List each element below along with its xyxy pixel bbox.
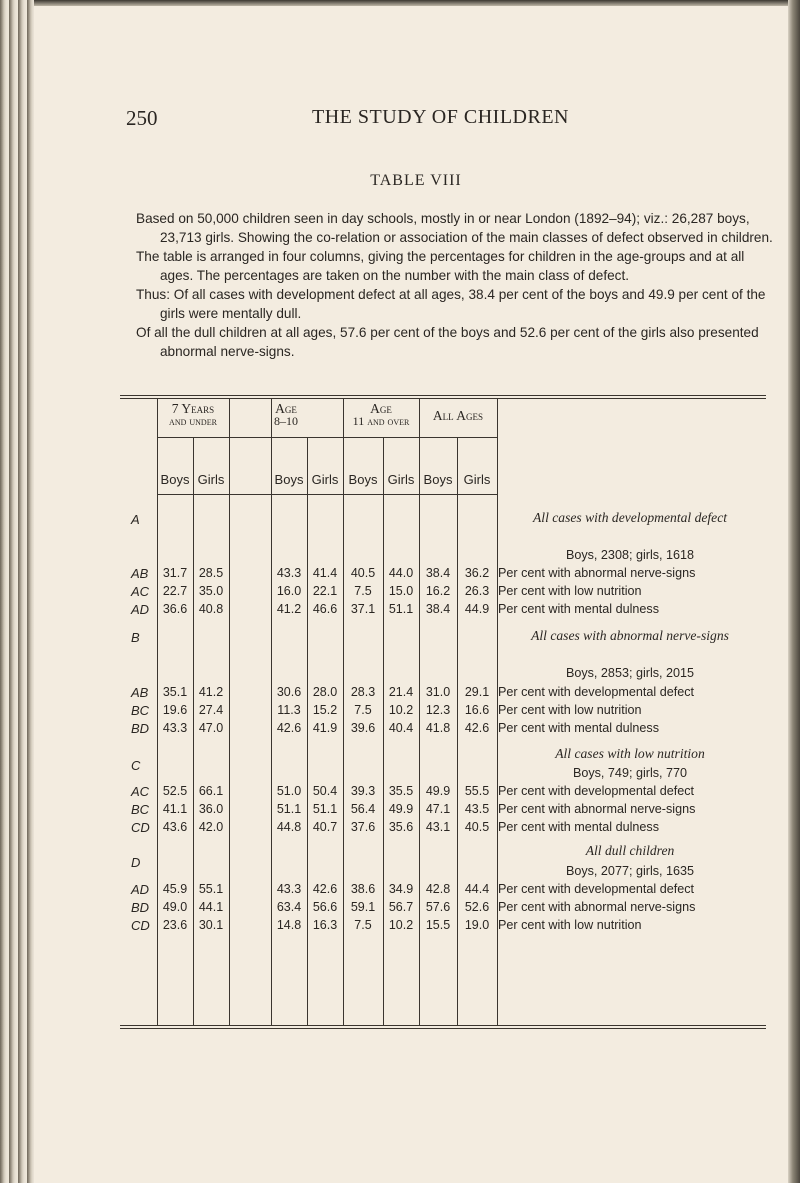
table-title: TABLE VIII [370,172,462,189]
value-cell: 14.8 [276,918,302,932]
value-cell: 49.9 [388,802,414,816]
section-counts: Boys, 2077; girls, 1635 [565,864,695,878]
section-title: All cases with low nutrition [555,746,705,761]
value-cell: 35.5 [388,784,414,798]
group-header-line2: and under [169,414,217,428]
value-cell: 19.6 [162,703,188,717]
value-cell: 57.6 [425,900,451,914]
value-cell: 43.6 [162,820,188,834]
group-header-line1: Age [370,401,392,416]
row-description: Per cent with abnormal nerve-signs [498,566,696,580]
value-cell: 28.3 [350,685,376,699]
row-description: Per cent with abnormal nerve-signs [498,900,696,914]
value-cell: 16.3 [312,918,338,932]
page-number: 250 [126,106,158,130]
value-cell: 66.1 [198,784,224,798]
value-cell: 56.7 [388,900,414,914]
value-cell: 44.0 [388,566,414,580]
value-cell: 21.4 [388,685,414,699]
value-cell: 42.6 [312,882,338,896]
group-header-11-over [343,402,419,428]
value-cell: 42.6 [276,721,302,735]
value-cell: 50.4 [312,784,338,798]
page-top-edge [0,0,800,6]
value-cell: 47.1 [425,802,451,816]
table-intro [136,209,776,361]
section-title: All cases with developmental defect [532,510,728,525]
value-cell: 35.6 [388,820,414,834]
row-description: Per cent with developmental defect [498,882,695,896]
value-cell: 38.4 [425,602,451,616]
value-cell: 51.0 [276,784,302,798]
value-cell: 31.7 [162,566,188,580]
value-cell: 51.1 [312,802,338,816]
value-cell: 41.1 [162,802,188,816]
value-cell: 15.0 [388,584,414,598]
value-cell: 10.2 [388,703,414,717]
value-cell: 38.4 [425,566,451,580]
sub-header-girls: Girls [387,472,415,487]
value-cell: 37.1 [350,602,376,616]
value-cell: 43.5 [464,802,490,816]
sub-header-rule [157,494,497,495]
value-cell: 43.3 [276,566,302,580]
value-cell: 59.1 [350,900,376,914]
value-cell: 22.1 [312,584,338,598]
row-description: Per cent with mental dulness [498,721,660,735]
sub-header-boys: Boys [160,472,190,487]
section-counts: Boys, 749; girls, 770 [572,766,688,780]
value-cell: 43.1 [425,820,451,834]
value-cell: 55.1 [198,882,224,896]
value-cell: 19.0 [464,918,490,932]
value-cell: 51.1 [388,602,414,616]
value-cell: 63.4 [276,900,302,914]
value-cell: 7.5 [354,584,372,598]
value-cell: 15.5 [425,918,451,932]
value-cell: 28.5 [198,566,224,580]
value-cell: 52.5 [162,784,188,798]
value-cell: 56.4 [350,802,376,816]
row-description: Per cent with mental dulness [498,602,660,616]
value-cell: 7.5 [354,703,372,717]
value-cell: 41.2 [198,685,224,699]
value-cell: 11.3 [277,703,301,717]
table-bottom-rule [120,1028,766,1029]
value-cell: 46.6 [312,602,338,616]
value-cell: 40.8 [198,602,224,616]
sub-header-girls: Girls [311,472,339,487]
row-label: BC [131,703,150,718]
group-header-7-under [157,402,229,428]
table-top-rule [120,395,766,396]
value-cell: 45.9 [162,882,188,896]
value-cell: 41.9 [312,721,338,735]
group-header-line1: All Ages [432,408,484,423]
value-cell: 55.5 [464,784,490,798]
value-cell: 47.0 [198,721,224,735]
value-cell: 10.2 [388,918,414,932]
group-header-line2: 8–10 [274,414,298,428]
row-label: AC [131,784,150,799]
value-cell: 44.9 [464,602,490,616]
value-cell: 38.6 [350,882,376,896]
value-cell: 36.2 [464,566,490,580]
group-header-rule [157,437,497,438]
value-cell: 40.5 [464,820,490,834]
section-label: B [131,630,140,645]
value-cell: 43.3 [276,882,302,896]
value-cell: 30.6 [276,685,302,699]
row-label: AC [131,584,150,599]
section-label: D [131,855,141,870]
sub-header-boys: Boys [423,472,453,487]
section-title: All dull children [585,843,675,858]
running-title: THE STUDY OF CHILDREN [312,106,569,128]
value-cell: 52.6 [464,900,490,914]
value-cell: 16.6 [464,703,490,717]
intro-paragraph: Based on 50,000 children seen in day schools, mostly in or near London (1892–94); viz.: 26,287 boys, 23,713 girls. Showing the co-relation or association of the main classes of defect observed in children. [136,211,773,245]
value-cell: 29.1 [464,685,490,699]
table-bottom-rule [120,1025,766,1026]
value-cell: 41.8 [425,721,451,735]
value-cell: 44.8 [276,820,302,834]
row-description: Per cent with mental dulness [498,820,660,834]
value-cell: 30.1 [198,918,224,932]
section-counts: Boys, 2853; girls, 2015 [565,666,695,680]
group-header-line1: 7 Years [171,401,215,416]
value-cell: 40.7 [312,820,338,834]
value-cell: 35.1 [162,685,188,699]
row-label: CD [131,820,150,835]
row-label: AB [131,566,149,581]
row-description: Per cent with developmental defect [498,685,695,699]
value-cell: 7.5 [354,918,372,932]
intro-paragraph: The table is arranged in four columns, giving the percentages for children in the age-groups and at all ages. The percentages are taken on the number with the main class of defect. [136,249,745,283]
group-header-line1: Age [275,401,297,416]
value-cell: 42.8 [425,882,451,896]
value-cell: 28.0 [312,685,338,699]
value-cell: 44.1 [198,900,224,914]
row-label: AD [131,602,150,617]
row-description: Per cent with low nutrition [498,584,642,598]
row-description: Per cent with abnormal nerve-signs [498,802,696,816]
value-cell: 56.6 [312,900,338,914]
row-description: Per cent with low nutrition [498,703,642,717]
table-top-rule [120,398,766,399]
value-cell: 42.6 [464,721,490,735]
value-cell: 36.6 [162,602,188,616]
value-cell: 15.2 [312,703,338,717]
value-cell: 49.9 [425,784,451,798]
value-cell: 51.1 [276,802,302,816]
value-cell: 41.4 [312,566,338,580]
row-label: AB [131,685,149,700]
row-label: BC [131,802,150,817]
value-cell: 49.0 [162,900,188,914]
section-title: All cases with abnormal nerve-signs [531,628,729,643]
running-header [0,106,800,136]
sub-header-boys: Boys [274,472,304,487]
intro-paragraph: Of all the dull children at all ages, 57.6 per cent of the boys and 52.6 per cent of the girls also presented abnormal nerve-signs. [136,325,759,359]
sub-header-girls: Girls [463,472,491,487]
section-label: C [131,758,141,773]
value-cell: 35.0 [198,584,224,598]
intro-paragraph: Thus: Of all cases with development defect at all ages, 38.4 per cent of the boys and 49.9 per cent of the girls were mentally dull. [136,287,766,321]
value-cell: 40.5 [350,566,376,580]
group-header-line2: 11 and over [352,414,410,428]
value-cell: 34.9 [388,882,414,896]
value-cell: 44.4 [464,882,490,896]
value-cell: 12.3 [425,703,451,717]
value-cell: 26.3 [464,584,490,598]
value-cell: 23.6 [162,918,188,932]
value-cell: 16.2 [425,584,451,598]
value-cell: 41.2 [276,602,302,616]
value-cell: 42.0 [198,820,224,834]
row-label: BD [131,900,150,915]
value-cell: 27.4 [198,703,224,717]
row-label: CD [131,918,150,933]
value-cell: 39.3 [350,784,376,798]
value-cell: 40.4 [388,721,414,735]
section-label: A [131,512,140,527]
value-cell: 36.0 [198,802,224,816]
row-label: BD [131,721,150,736]
group-header-all-ages [419,409,497,422]
value-cell: 37.6 [350,820,376,834]
section-counts: Boys, 2308; girls, 1618 [565,548,695,562]
value-cell: 31.0 [425,685,451,699]
row-description: Per cent with low nutrition [498,918,642,932]
sub-header-boys: Boys [348,472,378,487]
group-header-8-10 [229,402,343,428]
sub-header-girls: Girls [197,472,225,487]
row-description: Per cent with developmental defect [498,784,695,798]
value-cell: 43.3 [162,721,188,735]
row-label: AD [131,882,150,897]
value-cell: 22.7 [162,584,188,598]
value-cell: 39.6 [350,721,376,735]
value-cell: 16.0 [276,584,302,598]
